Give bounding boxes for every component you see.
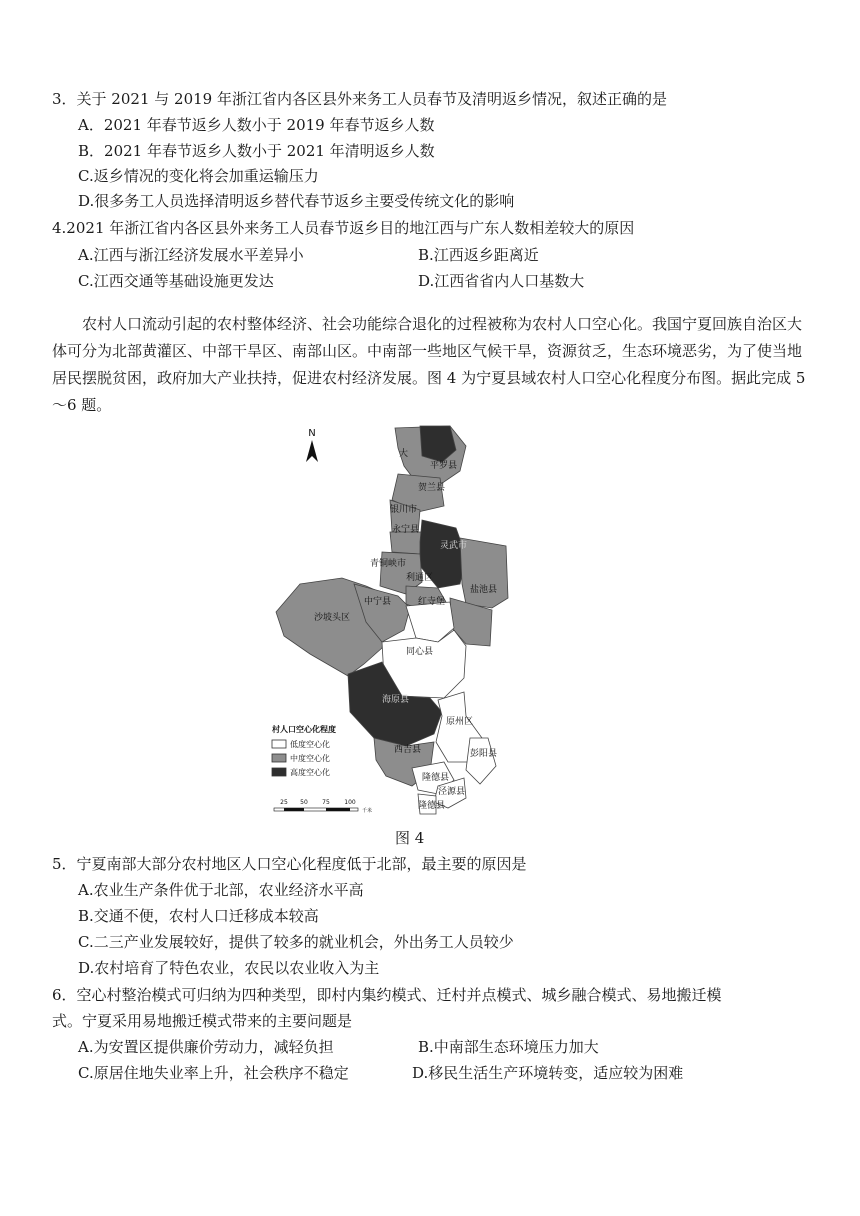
label-haiyuan: 海原县 [382,695,410,705]
q6-option-c: C.原居住地失业率上升，社会秩序不稳定 [78,1064,349,1082]
label-yuanzhou: 原州区 [446,717,474,727]
scale-unit: 千米 [362,808,373,814]
ningxia-map [270,416,510,820]
passage-line-2: 族自治区大体可分为北部黄灌区、中部干旱区、南部山区。中南部一些地区气候干旱，资源贫乏，生态 [52,315,803,360]
scale-bar [274,799,372,814]
label-xiji: 西吉县 [394,745,422,755]
label-hongsibao: 红寺堡 [418,597,446,607]
label-zhongning: 中宁县 [364,597,392,607]
label-tongxin: 同心县 [406,647,434,657]
ningxia-map-figure [270,416,510,820]
legend-title: 村人口空心化程度 [272,725,336,734]
legend-label-mid: 中度空心化 [290,754,330,763]
legend-item-low [272,739,330,749]
label-longde: 隆德县 [422,773,450,783]
label-yanchi: 盐池县 [470,585,498,595]
label-yinchuan: 银川市 [390,505,418,515]
q5-stem: 5．宁夏南部大部分农村地区人口空心化程度低于北部，最主要的原因是 [52,855,527,873]
label-qingtongxia: 青铜峡市 [370,559,407,569]
q3-stem: 3．关于 2021 与 2019 年浙江省内各区县外来务工人员春节及清明返乡情况，叙述正确的是 [52,90,667,108]
label-yongning: 永宁县 [392,525,420,535]
label-lingwu: 灵武市 [440,541,468,551]
label-jingyuan: 泾源县 [438,787,466,797]
q5-option-c: C.二三产业发展较好，提供了较多的就业机会，外出务工人员较少 [78,933,514,951]
scale-label-75: 75 [322,799,330,806]
q6-option-b: B.中南部生态环境压力加大 [418,1038,599,1056]
q6-stem-line1: 6．空心村整治模式可归纳为四种类型，即村内集约模式、迁村并点模式、城乡融合模式、易地搬迁模 [52,986,722,1004]
q4-option-a: A.江西与浙江经济发展水平差异小 [78,246,304,264]
label-longde-2: 隆德县 [418,801,446,811]
region-yanchi [460,538,508,608]
region-yongning [390,532,422,554]
q3-option-d: D.很多务工人员选择清明返乡替代春节返乡主要受传统文化的影响 [78,192,515,210]
passage-line-1: 农村人口流动引起的农村整体经济、社会功能综合退化的过程被称为农村人口空心化。我国宁夏回 [82,315,728,333]
q4-option-b: B.江西返乡距离近 [418,246,539,264]
scale-label-25: 25 [280,799,288,806]
q6-option-a: A.为安置区提供廉价劳动力，减轻负担 [78,1038,334,1056]
passage [52,311,808,419]
label-helan: 贺兰县 [418,483,446,493]
label-da: 大 [399,449,409,459]
scale-bar-seg1 [284,808,304,811]
north-arrow-icon [306,440,318,462]
passage-line-3: 环境恶劣，为了使当地居民摆脱贫困，政府加大产业扶持，促进农村经济发展。图 4 为宁夏县域农村人 [52,342,803,387]
region-pengyang [466,738,496,784]
scale-label-100: 100 [344,799,356,806]
legend-swatch-low [272,740,286,748]
q3-option-b: B．2021 年春节返乡人数小于 2021 年清明返乡人数 [78,142,435,160]
q3-option-c: C.返乡情况的变化将会加重运输压力 [78,167,319,185]
legend-label-high: 高度空心化 [290,768,330,777]
q5-option-d: D.农村培育了特色农业，农民以农业收入为主 [78,959,380,977]
legend-swatch-mid [272,754,286,762]
scale-label-50: 50 [300,799,308,806]
label-shapotou: 沙坡头区 [314,613,351,623]
scale-bar-seg2 [326,808,350,811]
q3-option-a: A．2021 年春节返乡人数小于 2019 年春节返乡人数 [78,116,435,134]
q5-option-a: A.农业生产条件优于北部，农业经济水平高 [78,881,364,899]
north-label: N [308,428,316,439]
q4-option-d: D.江西省省内人口基数大 [418,272,585,290]
q6-option-d: D.移民生活生产环境转变，适应较为困难 [412,1064,684,1082]
legend-item-mid [272,753,330,763]
passage-line-4: 口空心化程度分布图。据此完成 5～6 题。 [52,369,806,414]
q4-option-c: C.江西交通等基础设施更发达 [78,272,274,290]
q5-option-b: B.交通不便，农村人口迁移成本较高 [78,907,319,925]
q4-stem: 4.2021 年浙江省内各区县外来务工人员春节返乡目的地江西与广东人数相差较大的原因 [52,219,635,237]
label-pingluo: 平罗县 [430,461,458,471]
q6-stem-line2: 式。宁夏采用易地搬迁模式带来的主要问题是 [52,1012,353,1030]
legend-item-high [272,767,330,777]
label-litong: 利通区 [406,573,434,583]
figure-caption: 图 4 [395,829,425,847]
legend-swatch-high [272,768,286,776]
label-pengyang: 彭阳县 [470,749,498,759]
legend-label-low: 低度空心化 [290,740,330,749]
